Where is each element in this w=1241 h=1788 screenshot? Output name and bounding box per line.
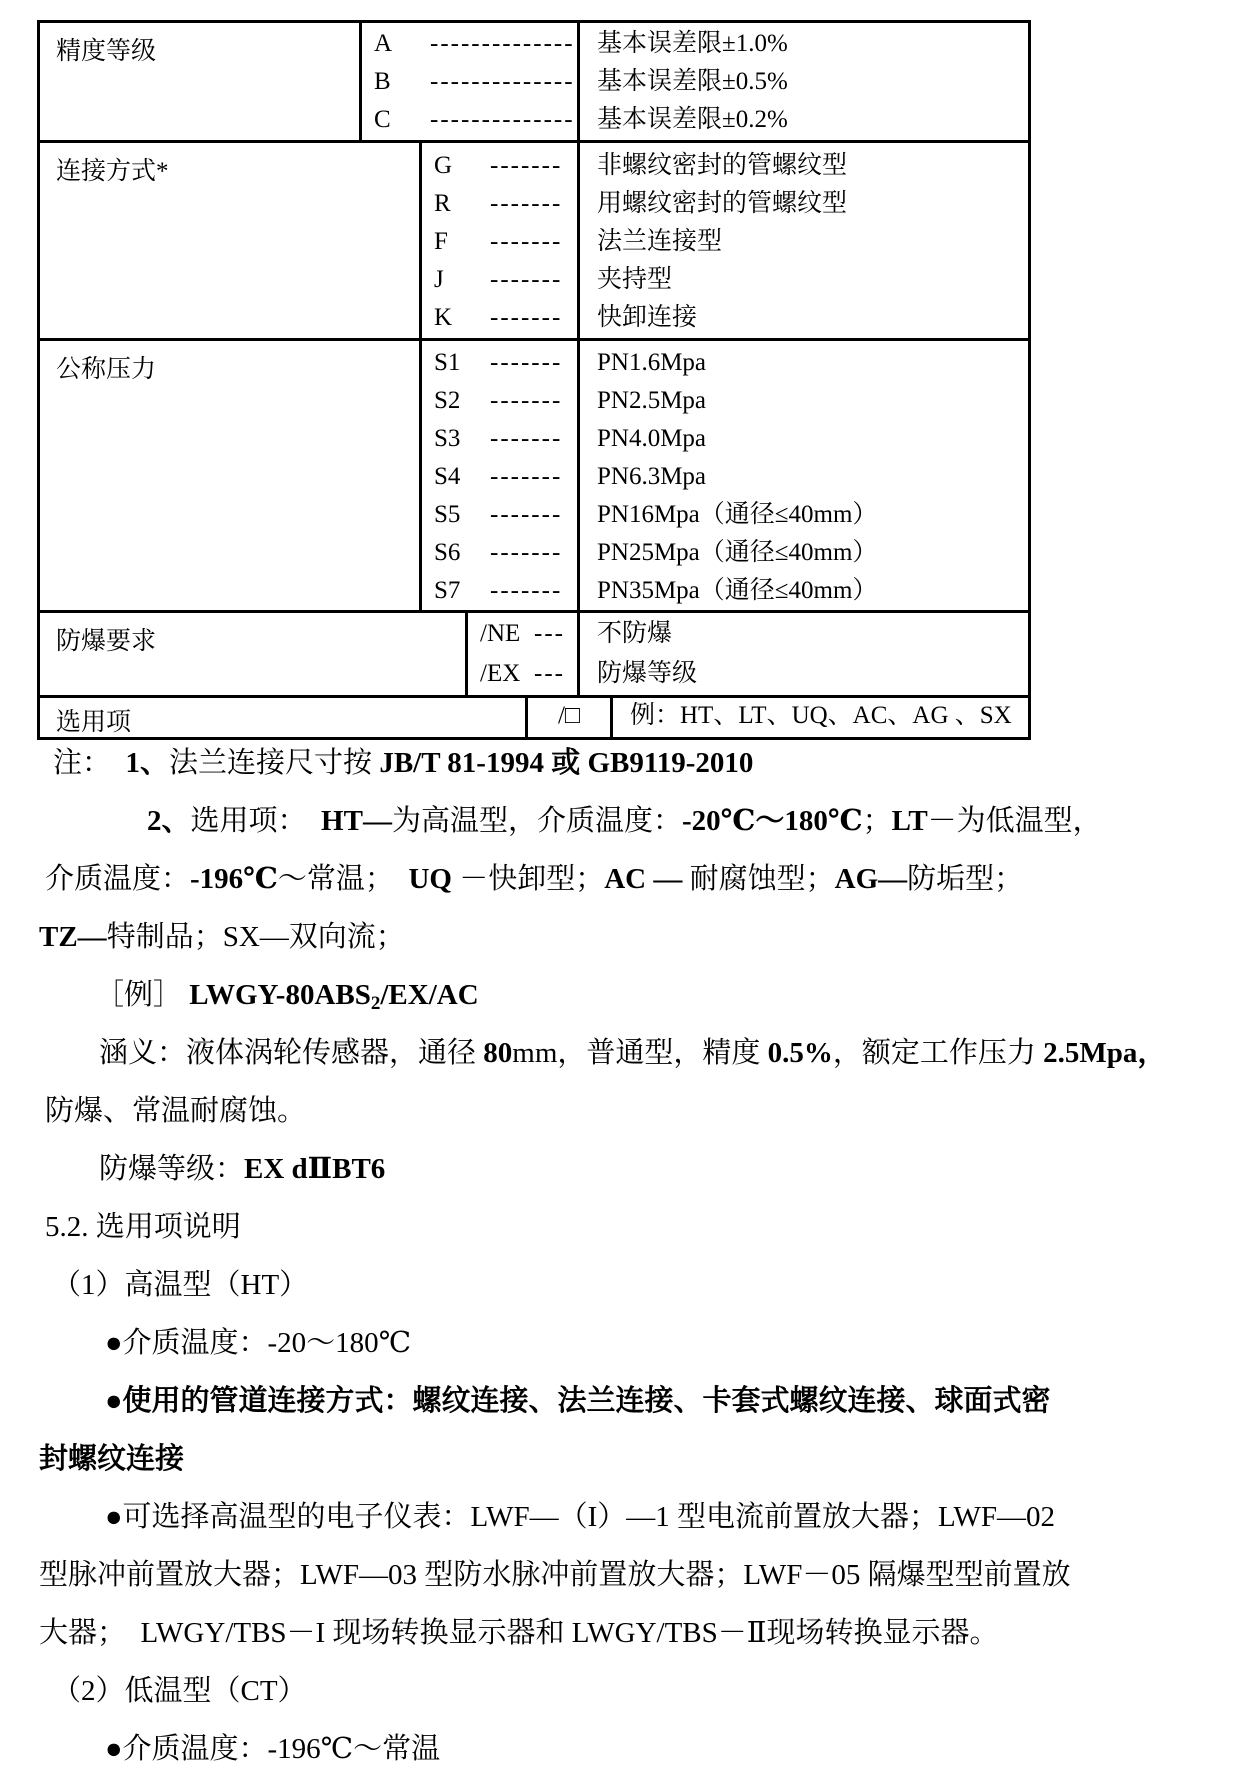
code-line [422, 496, 577, 534]
desc-line: PN4.0Mpa [597, 425, 707, 452]
desc-line: 基本误差限±0.2% [597, 106, 788, 133]
note-2-optional-items-line-1: 2、选用项： HT—为高温型，介质温度：-20℃～180℃；LT－为低温型， [147, 805, 1102, 837]
ht-instruments-line-3: 大器； LWGY/TBS－I 现场转换显示器和 LWGY/TBS－Ⅱ现场转换显示器。 [39, 1617, 999, 1649]
nominal-pressure-descriptions [580, 341, 1028, 610]
code-value: S6 [434, 539, 461, 566]
table-row-explosionproof-requirement [40, 613, 1028, 698]
row-label-text: 精度等级 [56, 38, 157, 65]
desc-line: 非螺纹密封的管螺纹型 [597, 152, 848, 179]
code-value: G [434, 152, 453, 179]
leader-dashes: ------- [490, 228, 563, 255]
explosionproof-codes [468, 613, 580, 695]
optional-items-description [613, 698, 1028, 737]
desc-line: 用螺纹密封的管螺纹型 [597, 190, 848, 217]
accuracy-grade-label [40, 23, 362, 140]
table-row-connection-type [40, 143, 1028, 341]
leader-dashes: ------- [490, 152, 563, 179]
desc-line: PN6.3Mpa [597, 463, 707, 490]
code-line: /□ [557, 702, 581, 729]
code-line [422, 147, 577, 185]
code-value: F [434, 228, 448, 255]
code-line [422, 420, 577, 458]
connection-type-codes [422, 143, 580, 338]
example-model-code: ［例］ LWGY-$80ABS_2/EX/AC$ [95, 979, 479, 1014]
desc-line: 不防爆 [597, 620, 673, 647]
connection-type-descriptions [580, 143, 1028, 338]
row-label-text: 公称压力 [56, 356, 157, 383]
optional-items-code [528, 698, 613, 737]
table-row-optional-items [40, 698, 1028, 737]
desc-line: PN35Mpa（通径≤40mm） [597, 577, 878, 604]
code-value: C [374, 106, 391, 133]
desc-line: 防爆等级 [597, 660, 698, 687]
leader-dashes: ------- [490, 501, 563, 528]
desc-line: PN2.5Mpa [597, 387, 707, 414]
note-2-optional-items-line-2: 介质温度：-196℃～常温； UQ －快卸型；AC — 耐腐蚀型；AG—防垢型； [45, 863, 1024, 895]
leader-dashes: -------------- [430, 106, 575, 133]
note-1-flange-standard: 注： 1、法兰连接尺寸按 JB/T 81-1994 或 GB9119-2010 [53, 747, 754, 779]
leader-dashes: ------- [490, 387, 563, 414]
item-2-low-temp-heading: （2）低温型（CT） [52, 1675, 307, 1707]
ht-instruments-line-1: ●可选择高温型的电子仪表：LWF—（I）—1 型电流前置放大器；LWF—02 [105, 1501, 1056, 1533]
code-line [422, 382, 577, 420]
code-value: S1 [434, 349, 461, 376]
explosionproof-descriptions [580, 613, 1028, 695]
ht-pipe-connection-line-2: 封螺纹连接 [39, 1443, 185, 1475]
code-line [362, 25, 577, 63]
code-value: R [434, 190, 451, 217]
product-code-table [37, 20, 1031, 740]
desc-line: 基本误差限±0.5% [597, 68, 788, 95]
code-value: S3 [434, 425, 461, 452]
ct-medium-temperature: ●介质温度：-196℃～常温 [105, 1733, 441, 1765]
code-line [422, 572, 577, 610]
code-line [468, 614, 577, 654]
leader-dashes: ------- [490, 425, 563, 452]
desc-line: 例：HT、LT、UQ、AC、AG 、SX [630, 702, 1012, 729]
code-value: J [434, 266, 444, 293]
code-value: B [374, 68, 391, 95]
note-2-optional-items-line-3: TZ—特制品；SX—双向流； [39, 921, 405, 953]
code-line [422, 534, 577, 572]
ht-medium-temperature: ●介质温度：-20～180℃ [105, 1327, 412, 1359]
code-value: S4 [434, 463, 461, 490]
code-value: A [374, 30, 393, 57]
explosionproof-grade: 防爆等级：EX dⅡBT6 [99, 1153, 386, 1185]
code-value: S2 [434, 387, 461, 414]
item-1-high-temp-heading: （1）高温型（HT） [52, 1269, 309, 1301]
nominal-pressure-label [40, 341, 422, 610]
leader-dashes: ------- [490, 577, 563, 604]
leader-dashes: ------- [490, 190, 563, 217]
leader-dashes: ------- [490, 304, 563, 331]
leader-dashes: -------------- [430, 30, 575, 57]
code-line [422, 261, 577, 299]
leader-dashes: --- [534, 620, 565, 647]
code-line [468, 654, 577, 694]
nominal-pressure-codes [422, 341, 580, 610]
code-value: S5 [434, 501, 461, 528]
connection-type-label [40, 143, 422, 338]
code-line [422, 223, 577, 261]
code-line [362, 63, 577, 101]
leader-dashes: -------------- [430, 68, 575, 95]
code-line [422, 299, 577, 337]
leader-dashes: ------- [490, 539, 563, 566]
leader-dashes: ------- [490, 349, 563, 376]
section-5-2-heading: 5.2. 选用项说明 [45, 1211, 241, 1243]
row-label-text: 连接方式* [56, 158, 169, 185]
ht-pipe-connection-line-1: ●使用的管道连接方式：螺纹连接、法兰连接、卡套式螺纹连接、球面式密 [105, 1385, 1051, 1417]
desc-line: 基本误差限±1.0% [597, 30, 788, 57]
notes-section [37, 734, 1217, 1778]
accuracy-grade-codes [362, 23, 580, 140]
desc-line: PN1.6Mpa [597, 349, 707, 376]
explosionproof-label [40, 613, 468, 695]
table-row-accuracy-grade [40, 23, 1028, 143]
code-value: K [434, 304, 453, 331]
desc-line: 快卸连接 [597, 304, 698, 331]
code-value: /NE [480, 620, 521, 647]
accuracy-grade-descriptions [580, 23, 1028, 140]
code-line [362, 101, 577, 139]
code-line [422, 185, 577, 223]
row-label-text: 防爆要求 [56, 628, 157, 655]
leader-dashes: --- [534, 660, 565, 687]
example-meaning-line-1: 涵义：液体涡轮传感器，通径 80mm，普通型，精度 0.5%，额定工作压力 2.5Mpa， [99, 1037, 1167, 1069]
code-value: S7 [434, 577, 461, 604]
desc-line: PN25Mpa（通径≤40mm） [597, 539, 878, 566]
table-row-nominal-pressure [40, 341, 1028, 613]
leader-dashes: ------- [490, 463, 563, 490]
desc-line: 法兰连接型 [597, 228, 723, 255]
row-label-text: 选用项 [56, 709, 132, 736]
code-line [422, 344, 577, 382]
desc-line: 夹持型 [597, 266, 673, 293]
code-value: /EX [480, 660, 521, 687]
optional-items-label [40, 698, 528, 737]
desc-line: PN16Mpa（通径≤40mm） [597, 501, 878, 528]
code-line [422, 458, 577, 496]
ht-instruments-line-2: 型脉冲前置放大器；LWF—03 型防水脉冲前置放大器；LWF－05 隔爆型型前置放 [39, 1559, 1071, 1591]
leader-dashes: ------- [490, 266, 563, 293]
example-meaning-line-2: 防爆、常温耐腐蚀。 [45, 1095, 307, 1127]
